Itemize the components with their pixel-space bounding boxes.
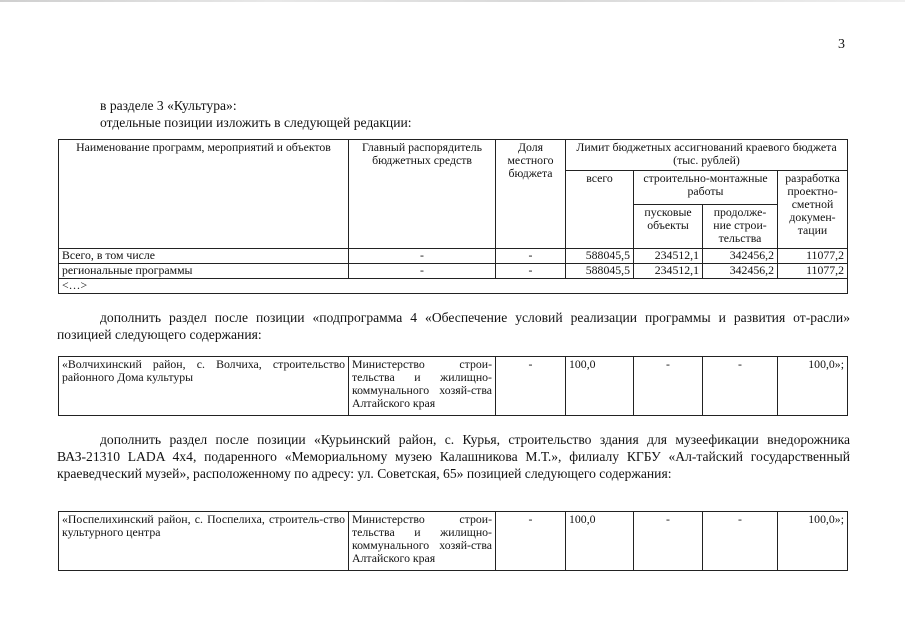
intro-line-1: в разделе 3 «Культура»: — [100, 98, 237, 113]
amendment-paragraph-1: дополнить раздел после позиции «подпрограмма 4 «Обеспечение условий реализации программы и развития от-расли» позицией следующего содержания: — [57, 310, 850, 342]
intro-line-2: отдельные позиции изложить в следующей редакции: — [100, 115, 412, 130]
header-construction: строительно-монтажные работы — [634, 171, 778, 205]
row-design: 11077,2 — [778, 264, 848, 279]
row-design: 100,0»; — [778, 357, 848, 416]
row-name: Всего, в том числе — [59, 249, 349, 264]
budget-table — [58, 139, 848, 294]
row-design: 11077,2 — [778, 249, 848, 264]
row-share: - — [496, 357, 566, 416]
ellipsis-marker: <…> — [59, 279, 848, 294]
row-launch: - — [634, 512, 703, 571]
intro-text — [100, 97, 412, 131]
row-launch: 234512,1 — [634, 249, 703, 264]
header-launch: пусковые объекты — [634, 204, 703, 249]
table-row — [59, 357, 848, 416]
row-distributor: - — [349, 249, 496, 264]
row-continuing: 342456,2 — [703, 249, 778, 264]
header-design: разработка проектно-сметной докумен-тации — [778, 171, 848, 249]
row-distributor: Министерство строи-тельства и жилищно-коммунального хозяй-ства Алтайского края — [349, 512, 496, 571]
row-continuing: - — [703, 357, 778, 416]
row-total: 100,0 — [566, 512, 634, 571]
header-distributor: Главный распорядитель бюджетных средств — [349, 140, 496, 249]
header-local-share: Доля местного бюджета — [496, 140, 566, 249]
header-total: всего — [566, 171, 634, 249]
table-row — [59, 264, 848, 279]
row-share: - — [496, 512, 566, 571]
table-row — [59, 512, 848, 571]
row-name: региональные программы — [59, 264, 349, 279]
scan-edge-artifact — [0, 0, 905, 2]
table-row — [59, 249, 848, 264]
row-name: «Волчихинский район, с. Волчиха, строительство районного Дома культуры — [59, 357, 349, 416]
row-launch: - — [634, 357, 703, 416]
row-design: 100,0»; — [778, 512, 848, 571]
row-continuing: - — [703, 512, 778, 571]
row-distributor: - — [349, 264, 496, 279]
row-launch: 234512,1 — [634, 264, 703, 279]
row-share: - — [496, 264, 566, 279]
row-total: 588045,5 — [566, 249, 634, 264]
row-total: 100,0 — [566, 357, 634, 416]
volchikha-row-table — [58, 356, 848, 416]
pospelikha-row-table — [58, 511, 848, 571]
row-distributor: Министерство строи-тельства и жилищно-коммунального хозяй-ства Алтайского края — [349, 357, 496, 416]
amendment-paragraph-2: дополнить раздел после позиции «Курьинский район, с. Курья, строительство здания для музеефикации внедорожника ВАЗ-21310 LADA 4x4, подаренного «Мемориальному музею Калашникова М.Т.», филиалу КГБУ «Ал-тайский государственный краеведческий музей», расположенному по адресу: ул. Советская, 65» позицией следующего содержания: — [57, 432, 850, 481]
page-number: 3 — [838, 37, 845, 52]
row-total: 588045,5 — [566, 264, 634, 279]
row-continuing: 342456,2 — [703, 264, 778, 279]
header-limit: Лимит бюджетных ассигнований краевого бюджета (тыс. рублей) — [566, 140, 848, 171]
header-continuing: продолже-ние строи-тельства — [703, 204, 778, 249]
ellipsis-row — [59, 279, 848, 294]
row-name: «Поспелихинский район, с. Поспелиха, строитель-ство культурного центра — [59, 512, 349, 571]
header-name: Наименование программ, мероприятий и объектов — [59, 140, 349, 249]
row-share: - — [496, 249, 566, 264]
